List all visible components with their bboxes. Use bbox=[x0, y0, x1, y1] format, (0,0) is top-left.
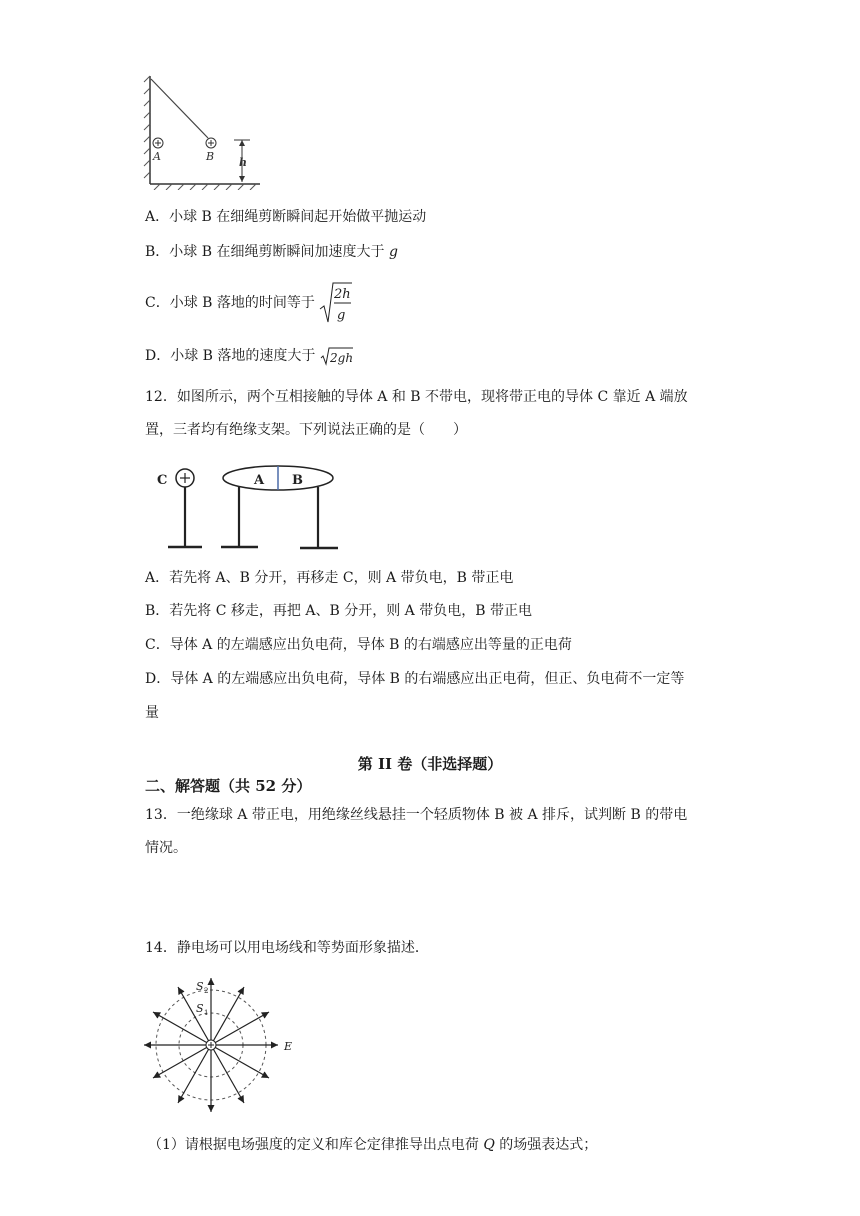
q11-figure bbox=[140, 74, 265, 190]
q11-option-a: A．小球 B 在细绳剪断瞬间起开始做平抛运动 bbox=[145, 209, 427, 225]
q13-line2: 情况。 bbox=[145, 840, 187, 856]
q12-option-b: B．若先将 C 移走，再把 A、B 分开，则 A 带负电，B 带正电 bbox=[145, 603, 532, 619]
q11-label-h: h bbox=[239, 156, 247, 169]
q14-label-e: E bbox=[284, 1040, 293, 1053]
q11-option-c-sqrt bbox=[319, 281, 353, 325]
q12-label-a: A bbox=[254, 473, 265, 488]
q13-line1: 13．一绝缘球 A 带正电，用绝缘丝线悬挂一个轻质物体 B 被 A 排斥，试判断 B 的带电 bbox=[145, 807, 688, 823]
q12-option-d-line1: D．导体 A 的左端感应出负电荷，导体 B 的右端感应出正电荷，但正、负电荷不一定等 bbox=[145, 671, 685, 687]
q14-field-figure bbox=[140, 972, 300, 1116]
q14-label-s1: S bbox=[196, 1002, 204, 1015]
q11-option-d-sqrt bbox=[320, 346, 354, 366]
q12-label-c: C bbox=[157, 473, 168, 488]
q11-option-d-rad: 2gh bbox=[329, 351, 353, 365]
q11-option-c-num: 2h bbox=[334, 287, 352, 302]
q12-option-c: C．导体 A 的左端感应出负电荷，导体 B 的右端感应出等量的正电荷 bbox=[145, 637, 572, 653]
q11-label-a: A bbox=[153, 150, 161, 163]
q11-option-c-den: g bbox=[337, 308, 346, 323]
q14-stem: 14．静电场可以用电场线和等势面形象描述． bbox=[145, 940, 429, 956]
q14-sub1-var: Q bbox=[483, 1137, 495, 1153]
q14-label-s2: S bbox=[196, 980, 204, 993]
part2-title: 第 II 卷（非选择题） bbox=[357, 755, 503, 773]
q11-option-c bbox=[145, 280, 353, 326]
q11-option-b-var: g bbox=[388, 244, 398, 260]
q12-option-a: A．若先将 A、B 分开，再移走 C，则 A 带负电，B 带正电 bbox=[145, 570, 514, 586]
q11-option-c-text: C．小球 B 落地的时间等于 bbox=[145, 295, 315, 311]
q11-label-b: B bbox=[206, 150, 215, 163]
q11-option-b bbox=[145, 242, 398, 262]
q12-figure bbox=[150, 460, 360, 554]
q12-stem-line2: 置，三者均有绝缘支架。下列说法正确的是（ ） bbox=[145, 422, 467, 438]
q12-stem-line1: 12．如图所示，两个互相接触的导体 A 和 B 不带电，现将带正电的导体 C 靠近 A 端放 bbox=[145, 389, 688, 405]
q11-option-d-text: D．小球 B 落地的速度大于 bbox=[145, 348, 316, 364]
q14-sub1-tail: 的场强表达式； bbox=[494, 1137, 598, 1153]
q12-label-b: B bbox=[292, 473, 303, 488]
q14-label-s1-sub: 1 bbox=[204, 1009, 209, 1017]
q14-sub1-text: （1）请根据电场强度的定义和库仑定律推导出点电荷 bbox=[148, 1137, 484, 1153]
part2-section-heading: 二、解答题（共 52 分） bbox=[145, 777, 312, 795]
q12-option-d-line2: 量 bbox=[145, 705, 159, 721]
q11-option-b-text: B．小球 B 在细绳剪断瞬间加速度大于 bbox=[145, 244, 389, 260]
q11-option-d bbox=[145, 346, 354, 366]
q14-label-s2-sub: 2 bbox=[204, 987, 209, 995]
q14-sub1 bbox=[148, 1135, 597, 1155]
